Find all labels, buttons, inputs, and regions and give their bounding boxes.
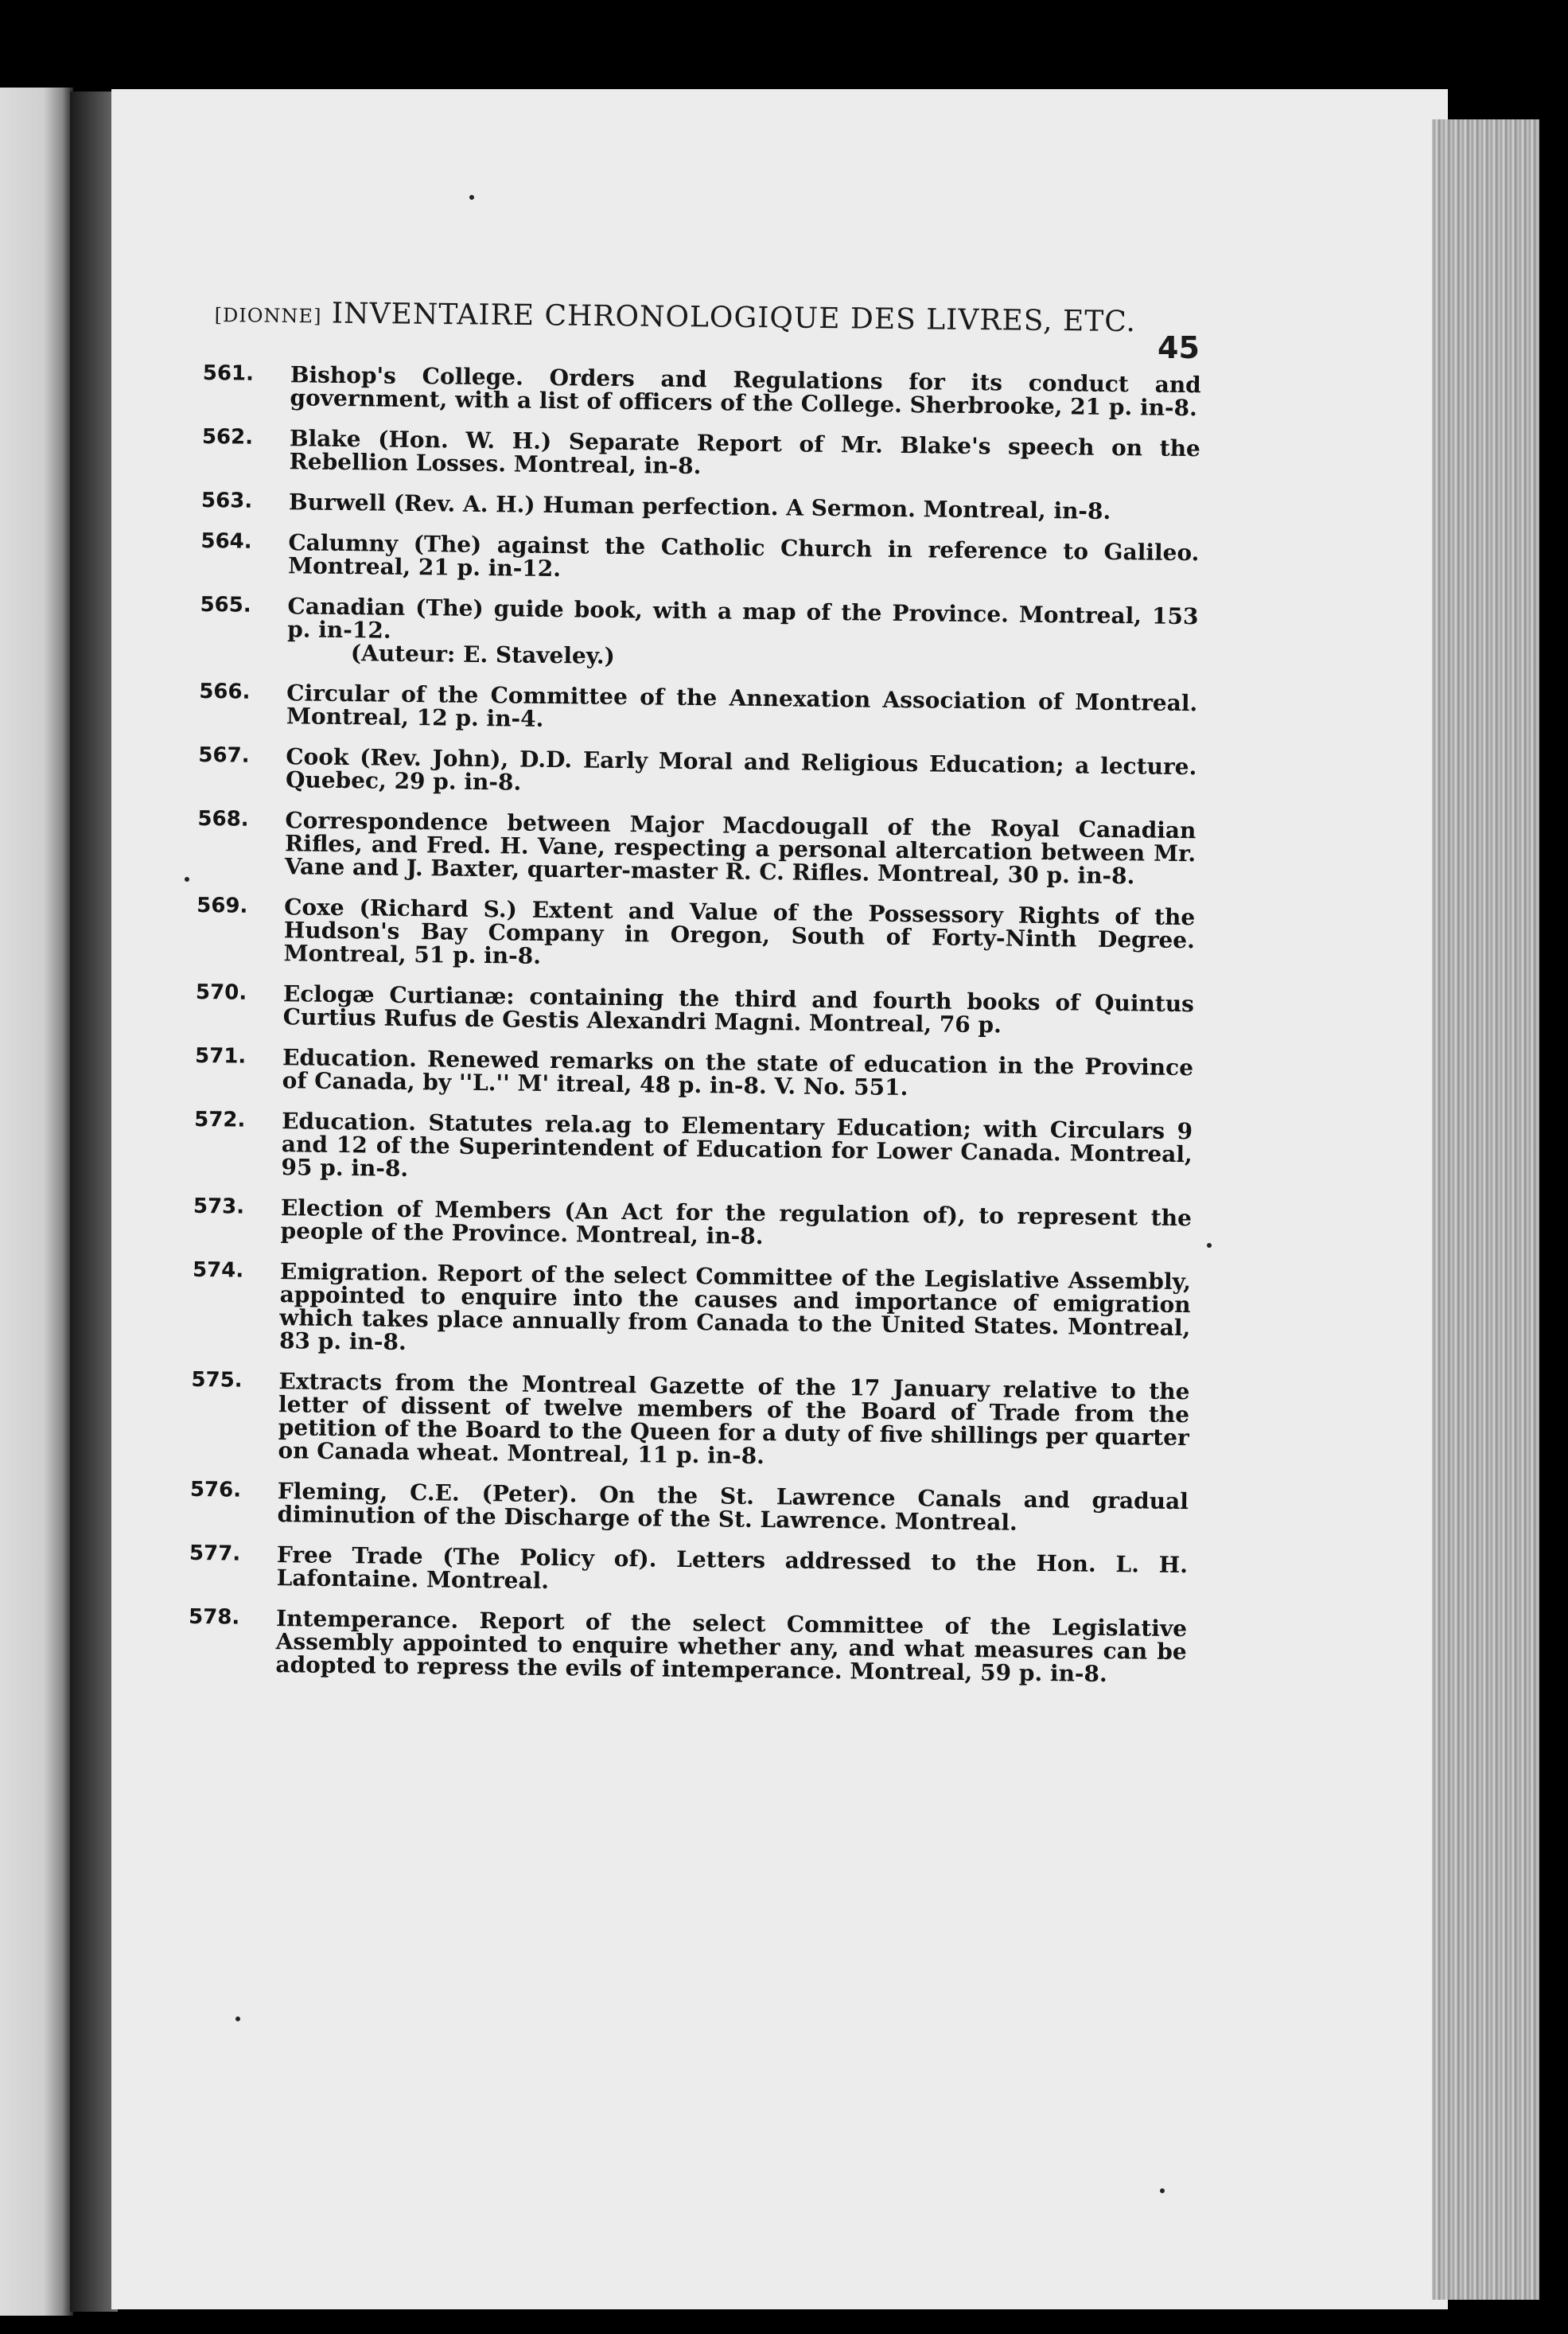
- running-head-title: INVENTAIRE CHRONOLOGIQUE DES LIVRES, ETC.: [331, 297, 1137, 339]
- entry-text: Coxe (Richard S.) Extent and Value of the Possessory Rights of the Hudson's Bay Company in Oregon, South of Forty-Ninth Degree. Montreal, 51 p. in-8.: [283, 894, 1196, 969]
- entry-text: Bishop's College. Orders and Regulations for its conduct and government, with a list of officers of the College. Sherbrooke, 21 p. in-8.: [290, 361, 1201, 422]
- entry-number: 562.: [201, 424, 254, 450]
- entry-text: Cook (Rev. John), D.D. Early Moral and Religious Education; a lecture. Quebec, 29 p. in-8.: [285, 743, 1197, 796]
- entry-number: 570.: [195, 980, 247, 1005]
- catalog-entry: [188, 1606, 1187, 1686]
- catalog-entry: [198, 744, 1197, 801]
- catalog-entry: [196, 981, 1195, 1038]
- entry-number: 565.: [200, 592, 251, 618]
- entry-text: Fleming, C.E. (Peter). On the St. Lawrence Canals and gradual diminution of the Discharge of the St. Lawrence. Montreal.: [277, 1478, 1189, 1536]
- entry-number: 571.: [194, 1043, 247, 1069]
- entry-text: Calumny (The) against the Catholic Church in reference to Galileo. Montreal, 21 p. in-12.: [287, 529, 1200, 583]
- entry-number: 569.: [196, 893, 248, 918]
- catalog-entry: [193, 1109, 1193, 1189]
- catalog-entry: [189, 1542, 1189, 1600]
- entry-number: 576.: [189, 1477, 242, 1502]
- entry-number: 577.: [189, 1541, 241, 1566]
- catalog-entry: [189, 1479, 1189, 1536]
- entry-number: 574.: [192, 1257, 244, 1283]
- entry-number: 575.: [191, 1367, 243, 1393]
- catalog-entry: [199, 680, 1198, 738]
- speck: [1207, 1243, 1212, 1248]
- entry-text: Intemperance. Report of the select Committee of the Legislative Assembly appointed to enquire whether any, and what measures can be adopted to repress the evils of intemperance. Montreal, 59 p. in-8.: [275, 1605, 1188, 1688]
- catalog-entry: [193, 1195, 1192, 1253]
- entry-text: Circular of the Committee of the Annexation Association of Montreal. Montreal, 12 p. in-4.: [286, 680, 1198, 732]
- entry-note: (Auteur: E. Staveley.): [350, 640, 616, 669]
- entry-text: Canadian (The) guide book, with a map of the Province. Montreal, 153 p. in-12.: [287, 593, 1199, 644]
- catalog-entry: [197, 808, 1196, 888]
- entry-number: 568.: [197, 806, 249, 832]
- entry-text: Eclogæ Curtianæ: containing the third and fourth books of Quintus Curtius Rufus de Gestis Alexandri Magni. Montreal, 76 p.: [282, 980, 1195, 1038]
- entry-text: Blake (Hon. W. H.) Separate Report of Mr. Blake's speech on the Rebellion Losses. Montreal, in-8.: [289, 425, 1201, 480]
- entry-number: 563.: [200, 488, 253, 513]
- catalog-entry: [195, 1045, 1194, 1102]
- catalog-entry: [202, 361, 1201, 422]
- catalog-entry: [200, 530, 1200, 587]
- entry-number: 573.: [193, 1194, 245, 1219]
- speck: [469, 195, 474, 200]
- entry-number: 567.: [198, 742, 250, 768]
- catalog-entry: [201, 426, 1200, 483]
- entry-number: 561.: [202, 361, 255, 386]
- entry-text: Correspondence between Major Macdougall of the Royal Canadian Rifles, and Fred. H. Vane, respecting a personal altercation between Mr. Vane and J. Baxter, quarter-master R. C. Rifles. Montreal, 30 p. in-8.: [284, 807, 1196, 890]
- entry-text: Education. Statutes rela.ag to Elementary Education; with Circulars 9 and 12 of the Superintendent of Education for Lower Canada. Montreal, 95 p. in-8.: [281, 1108, 1193, 1182]
- entry-text: Extracts from the Montreal Gazette of the 17 January relative to the letter of dissent of twelve members of the Board of Trade from the petition of the Board to the Queen for a duty of five shillings per quarter on Canada wheat. Montreal, 11 p. in-8.: [278, 1368, 1190, 1470]
- entry-text: Education. Renewed remarks on the state of education in the Province of Canada, by ''L.'' M' itreal, 48 p. in-8. V. No. 551.: [282, 1044, 1194, 1101]
- speck: [185, 877, 189, 882]
- entry-text: Free Trade (The Policy of). Letters addressed to the Hon. L. H. Lafontaine. Montreal.: [276, 1541, 1189, 1595]
- page-number: 45: [1158, 330, 1200, 365]
- entry-text: Election of Members (An Act for the regulation of), to represent the people of the Province. Montreal, in-8.: [280, 1194, 1193, 1250]
- catalog-entry: [190, 1369, 1189, 1472]
- speck: [235, 2016, 240, 2021]
- entry-number: 564.: [200, 528, 252, 554]
- running-head-author: [DIONNE]: [214, 303, 322, 328]
- entry-list: [188, 362, 1201, 1704]
- catalog-entry: [192, 1259, 1191, 1362]
- entry-number: 578.: [188, 1604, 240, 1630]
- entry-number: 572.: [194, 1107, 246, 1132]
- speck: [1160, 2188, 1165, 2193]
- catalog-entry: [201, 489, 1200, 524]
- entry-text: Burwell (Rev. A. H.) Human perfection. A Sermon. Montreal, in-8.: [288, 489, 1111, 524]
- entry-number: 566.: [199, 679, 251, 704]
- entry-text: Emigration. Report of the select Committee of the Legislative Assembly, appointed to enquire into the causes and importance of emigration which takes place annually from Canada to the United States. Montreal, 83 p. in-8.: [278, 1258, 1192, 1355]
- catalog-entry: [196, 894, 1195, 975]
- running-head: [215, 296, 1205, 339]
- catalog-entry: [200, 594, 1199, 674]
